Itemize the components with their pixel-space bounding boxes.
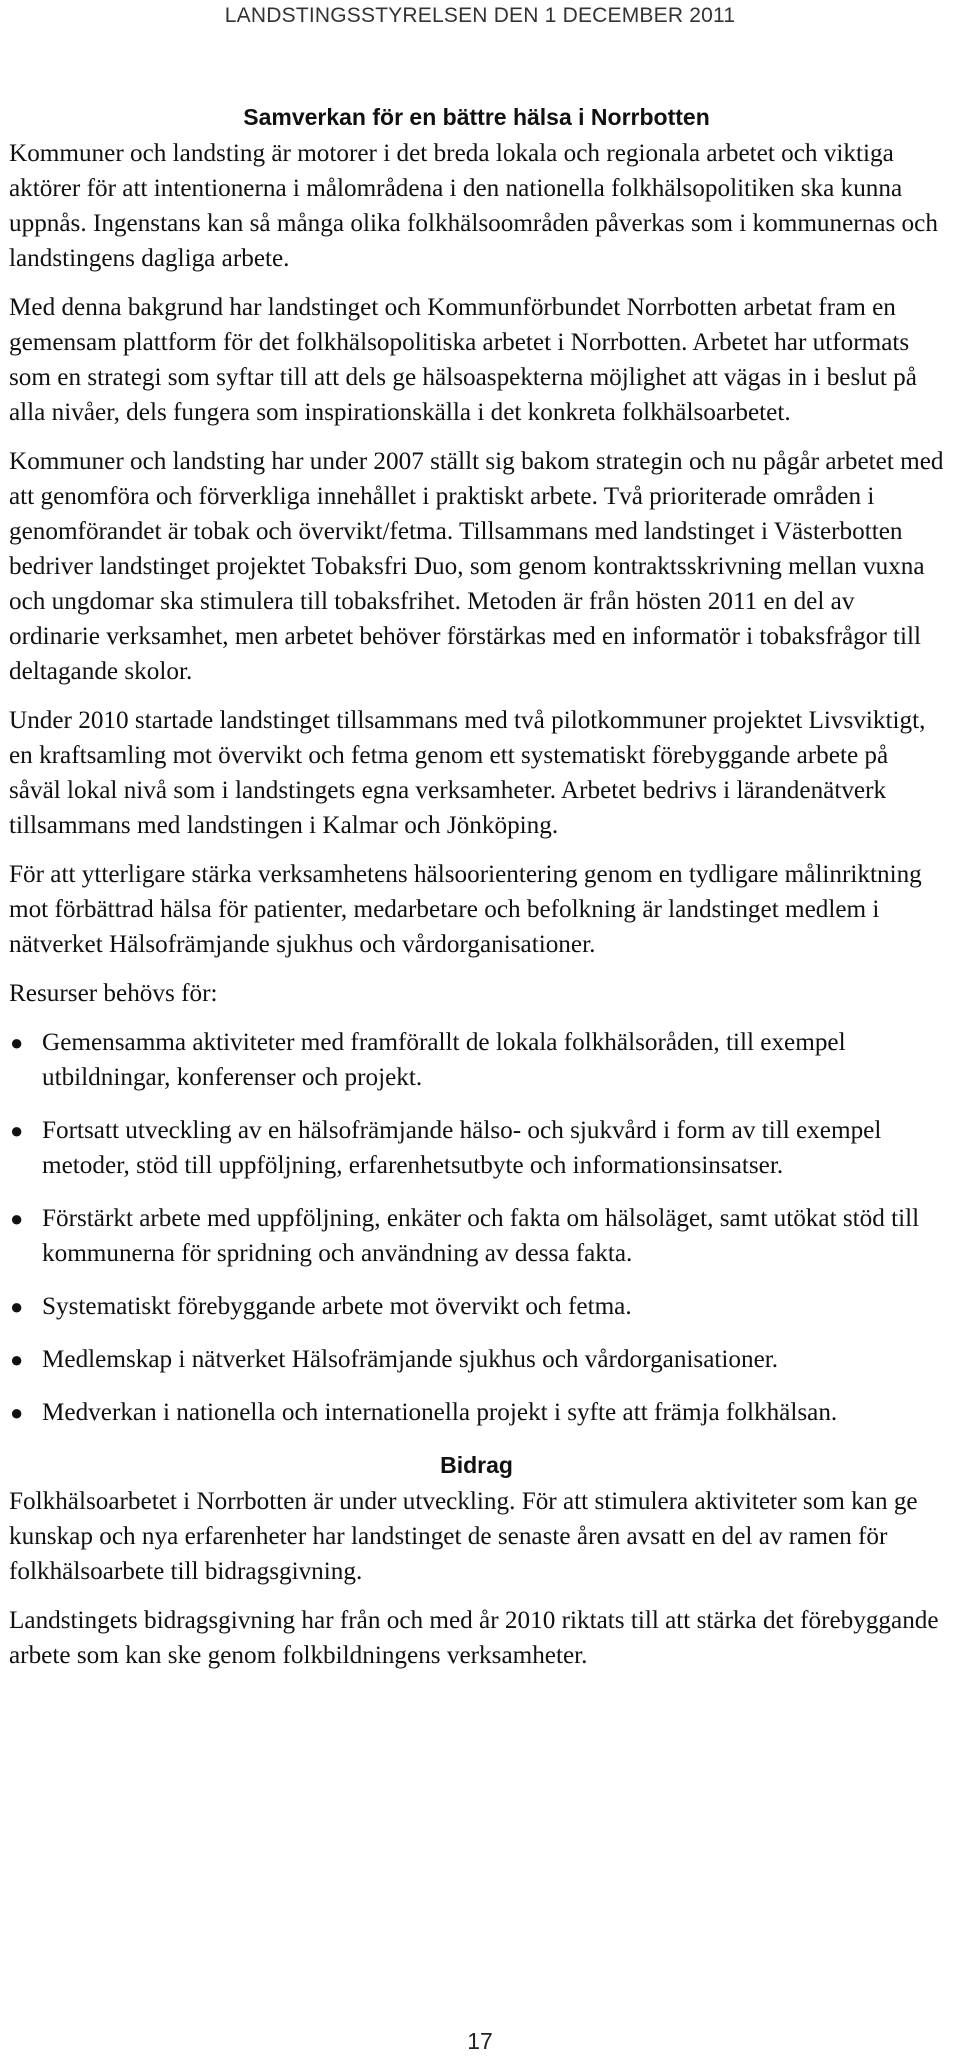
list-item-text: Medverkan i nationella och internationella projekt i syfte att främja folkhälsan. bbox=[42, 1399, 838, 1426]
paragraph-resources-intro: Resurser behövs för: bbox=[9, 980, 218, 1007]
page-number: 17 bbox=[467, 2028, 493, 2054]
bullet-icon: ● bbox=[10, 1294, 24, 1319]
paragraph: Under 2010 startade landstinget tillsammans med två pilotkommuner projektet Livsviktigt, en kraftsamling mot övervikt och fetma genom ett systematiskt förebyggande arbete på såväl lokal nivå som i landstingets egna verksamheter. Arbetet bedrivs i lärandenätverk tillsammans med landstingen i Kalmar och Jönköping. bbox=[9, 707, 926, 839]
list-item bbox=[9, 1025, 944, 1095]
list-item bbox=[9, 1342, 944, 1377]
section-heading-samverkan: Samverkan för en bättre hälsa i Norrbotten bbox=[243, 104, 710, 130]
list-item-text: Fortsatt utveckling av en hälsofrämjande hälso- och sjukvård i form av till exempel metoder, stöd till uppföljning, erfarenhetsutbyte och informationsinsatser. bbox=[42, 1117, 882, 1179]
paragraph: Kommuner och landsting har under 2007 ställt sig bakom strategin och nu pågår arbetet med att genomföra och förverkliga innehållet i praktiskt arbete. Två prioriterade områden i genomförandet är tobak och övervikt/fetma. Tillsammans med landstinget i Västerbotten bedriver landstinget projektet Tobaksfri Duo, som genom kontraktsskrivning mellan vuxna och ungdomar ska stimulera till tobaksfrihet. Metoden är från hösten 2011 en del av ordinarie verksamhet, men arbetet behöver förstärkas med en informatör i tobaksfrågor till deltagande skolor. bbox=[9, 448, 944, 685]
list-item-text: Systematiskt förebyggande arbete mot övervikt och fetma. bbox=[42, 1293, 632, 1320]
list-item bbox=[9, 1289, 944, 1324]
list-item-text: Förstärkt arbete med uppföljning, enkäter och fakta om hälsoläget, samt utökat stöd till kommunerna för spridning och användning av dessa fakta. bbox=[42, 1205, 920, 1267]
bullet-icon: ● bbox=[10, 1206, 24, 1231]
list-item bbox=[9, 1201, 944, 1271]
resources-bullet-list bbox=[9, 1025, 944, 1430]
paragraph: Kommuner och landsting är motorer i det breda lokala och regionala arbetet och viktiga aktörer för att intentionerna i målområdena i den nationella folkhälsopolitiken ska kunna uppnås. Ingenstans kan så många olika folkhälsoområden påverkas som i kommunernas och landstingens dagliga arbete. bbox=[9, 140, 938, 272]
bullet-icon: ● bbox=[10, 1347, 24, 1372]
bullet-icon: ● bbox=[10, 1118, 24, 1143]
bullet-icon: ● bbox=[10, 1030, 24, 1055]
paragraph: Med denna bakgrund har landstinget och Kommunförbundet Norrbotten arbetat fram en gemensam plattform för det folkhälsopolitiska arbetet i Norrbotten. Arbetet har utformats som en strategi som syftar till att dels ge hälsoaspekterna möjlighet att vägas in i beslut på alla nivåer, dels fungera som inspirationskälla i det konkreta folkhälsoarbetet. bbox=[9, 294, 917, 426]
list-item bbox=[9, 1113, 944, 1183]
list-item-text: Medlemskap i nätverket Hälsofrämjande sjukhus och vårdorganisationer. bbox=[42, 1346, 779, 1373]
paragraph: Folkhälsoarbetet i Norrbotten är under utveckling. För att stimulera aktiviteter som kan ge kunskap och nya erfarenheter har landstinget de senaste åren avsatt en del av ramen för folkhälsoarbete till bidragsgivning. bbox=[9, 1488, 918, 1585]
section-heading-bidrag: Bidrag bbox=[440, 1452, 513, 1478]
paragraph: För att ytterligare stärka verksamhetens hälsoorientering genom en tydligare målinriktning mot förbättrad hälsa för patienter, medarbetare och befolkning är landstinget medlem i nätverket Hälsofrämjande sjukhus och vårdorganisationer. bbox=[9, 861, 922, 958]
bullet-icon: ● bbox=[10, 1400, 24, 1425]
paragraph: Landstingets bidragsgivning har från och med år 2010 riktats till att stärka det förebyggande arbete som kan ske genom folkbildningens verksamheter. bbox=[9, 1607, 939, 1669]
running-header: LANDSTINGSSTYRELSEN DEN 1 DECEMBER 2011 bbox=[224, 4, 736, 27]
page-body bbox=[9, 100, 944, 1687]
list-item-text: Gemensamma aktiviteter med framförallt de lokala folkhälsoråden, till exempel utbildningar, konferenser och projekt. bbox=[42, 1029, 846, 1091]
list-item bbox=[9, 1395, 944, 1430]
